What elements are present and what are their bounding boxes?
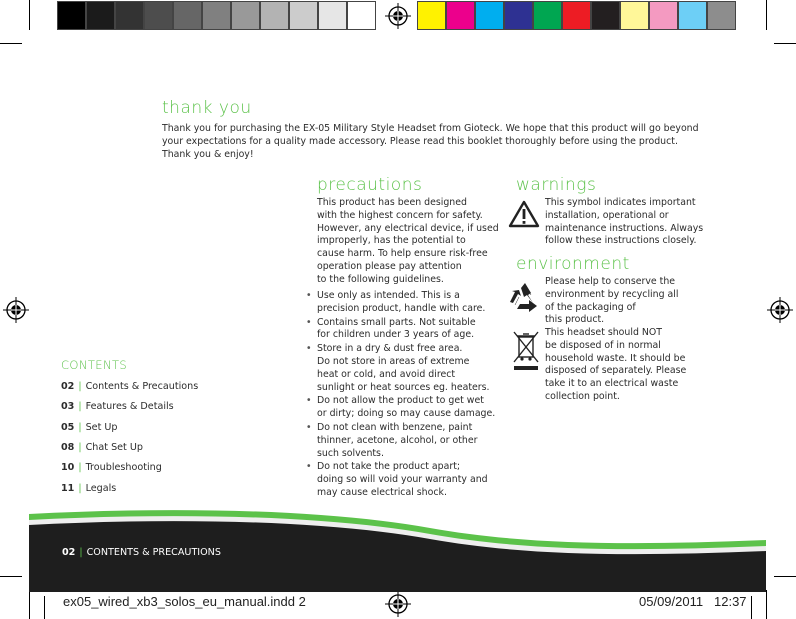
precautions-intro-line: cause harm. To help ensure risk-free [317, 248, 488, 260]
gray-swatch [173, 1, 202, 30]
toc-page-number: 11 [61, 483, 75, 494]
recycle-line: environment by recycling all [545, 288, 679, 300]
precaution-line: precision product, handle with care. [317, 302, 486, 314]
precaution-line: thinner, acetone, alcohol, or other [317, 434, 478, 446]
toc-divider: | [78, 422, 82, 433]
precaution-item [306, 290, 506, 316]
precautions-intro-line: with the highest concern for safety. [317, 209, 483, 221]
precautions-intro-line: However, any electrical device, if used [317, 222, 499, 234]
precaution-line: • Do not take the product apart; [317, 461, 461, 473]
color-swatch [533, 1, 562, 30]
crop-mark [44, 596, 45, 619]
precaution-line: such solvents. [317, 447, 384, 459]
footer-page-label [62, 547, 221, 558]
precautions-intro-line: This product has been designed [317, 197, 467, 208]
crop-mark [766, 590, 767, 619]
precautions-intro-line: operation please pay attention [317, 260, 462, 272]
registration-mark-icon [385, 591, 411, 617]
toc-divider: | [78, 442, 82, 453]
warnings-line: maintenance instructions. Always [545, 222, 704, 234]
weee-line: This headset should NOT [545, 327, 663, 338]
precautions-intro-line: to the following guidelines. [317, 273, 444, 285]
toc-label: Chat Set Up [85, 442, 143, 453]
toc-page-number: 05 [61, 422, 75, 433]
precautions-intro-line: improperly, has the potential to [317, 235, 466, 247]
precaution-line: for children under 3 years of age. [317, 329, 475, 341]
slug-date: 05/09/2011 [639, 594, 704, 609]
gray-swatch [231, 1, 260, 30]
gray-swatch [202, 1, 231, 30]
gray-swatch [260, 1, 289, 30]
gray-swatch [144, 1, 173, 30]
weee-text [545, 327, 715, 404]
toc-page-number: 08 [61, 442, 75, 453]
thank-you-text [162, 123, 742, 161]
crop-mark [0, 43, 22, 44]
footer-section-title: CONTENTS & PRECAUTIONS [86, 547, 221, 558]
precaution-line: • Do not allow the product to get wet [317, 395, 484, 407]
registration-mark-icon [385, 3, 411, 29]
color-swatch [620, 1, 649, 30]
precaution-line: or dirty; doing so may cause damage. [317, 408, 496, 420]
crop-mark [29, 0, 30, 30]
precaution-item [306, 343, 506, 394]
weee-line: be disposed of in normal [545, 339, 661, 351]
color-swatch [417, 1, 446, 30]
toc-page-number: 03 [61, 401, 75, 412]
precaution-item [306, 461, 506, 499]
toc-label: Troubleshooting [85, 462, 162, 473]
crop-mark [766, 0, 767, 30]
toc-divider: | [78, 381, 82, 392]
crossed-bin-icon [512, 330, 540, 372]
toc-entry[interactable] [61, 381, 198, 392]
registration-mark-icon [3, 297, 29, 323]
warnings-line: installation, operational or [545, 209, 669, 221]
crop-mark [751, 596, 752, 619]
precaution-line: • Store in a dry & dust free area. [317, 343, 463, 355]
precautions-heading: precautions [317, 175, 423, 195]
crop-mark [774, 43, 796, 44]
weee-line: household waste. It should be [545, 352, 686, 364]
precaution-line: heat or cold, and avoid direct [317, 368, 456, 380]
precaution-item [306, 422, 506, 460]
slug-filename: ex05_wired_xb3_solos_eu_manual.indd 2 [63, 594, 306, 609]
weee-line: collection point. [545, 390, 620, 402]
color-swatch [678, 1, 707, 30]
warnings-line: follow these instructions closely. [545, 235, 697, 247]
precaution-line: sunlight or heat sources eg. heaters. [317, 381, 490, 393]
toc-divider: | [78, 462, 82, 473]
toc-label: Contents & Precautions [85, 381, 199, 392]
recycle-line: Please help to conserve the [545, 276, 676, 287]
toc-entry[interactable] [61, 462, 162, 473]
recycle-icon [509, 281, 541, 313]
precaution-line: doing so will void your warranty and [317, 474, 488, 486]
color-swatch [562, 1, 591, 30]
warnings-text [545, 197, 715, 248]
crop-mark [29, 590, 30, 619]
gray-swatch [318, 1, 347, 30]
toc-entry[interactable] [61, 422, 118, 433]
thank-you-line: Thank you for purchasing the EX-05 Military Style Headset from Gioteck. We hope that this product will go beyond [162, 123, 699, 134]
warnings-line: This symbol indicates important [545, 197, 696, 208]
recycle-line: of the packaging of [545, 301, 636, 313]
toc-divider: | [78, 483, 82, 494]
weee-line: disposed of separately. Please [545, 365, 687, 377]
precaution-item [306, 317, 506, 343]
color-swatch [707, 1, 736, 30]
color-swatch [446, 1, 475, 30]
gray-swatch [115, 1, 144, 30]
toc-entry[interactable] [61, 401, 174, 412]
toc-entry[interactable] [61, 483, 116, 494]
warning-triangle-icon [508, 200, 540, 228]
precaution-line: Do not store in areas of extreme [317, 355, 470, 367]
color-swatch [475, 1, 504, 30]
gray-swatch [347, 1, 376, 30]
color-swatch [591, 1, 620, 30]
toc-label: Features & Details [85, 401, 174, 412]
footer-divider: | [79, 547, 83, 558]
precaution-line: • Use only as intended. This is a [317, 290, 460, 301]
environment-heading: environment [516, 254, 630, 274]
toc-entry[interactable] [61, 442, 143, 453]
weee-line: take it to an electrical waste [545, 378, 679, 390]
footer-page-number: 02 [62, 547, 76, 558]
registration-mark-icon [767, 297, 793, 323]
footer-swoosh [0, 500, 796, 592]
precautions-list [306, 290, 506, 501]
toc-divider: | [78, 401, 82, 412]
precaution-item [306, 395, 506, 421]
gray-swatch [57, 1, 86, 30]
precaution-line: • Do not clean with benzene, paint [317, 421, 473, 433]
precaution-line: may cause electrical shock. [317, 486, 447, 498]
warnings-heading: warnings [516, 175, 597, 195]
thank-you-line: your expectations for a quality made accessory. Please read this booklet thoroughly before using the product. [162, 135, 678, 147]
recycle-text [545, 276, 715, 327]
slug-time: 12:37 [714, 594, 747, 609]
precautions-intro [317, 197, 502, 287]
gray-swatch [86, 1, 115, 30]
color-swatch [504, 1, 533, 30]
recycle-line: this product. [545, 314, 605, 326]
color-swatch [649, 1, 678, 30]
toc-page-number: 02 [61, 381, 75, 392]
precaution-line: • Contains small parts. Not suitable [317, 316, 476, 328]
toc-label: Legals [85, 483, 117, 494]
toc-label: Set Up [85, 422, 118, 433]
toc-page-number: 10 [61, 462, 75, 473]
thank-you-heading: thank you [162, 98, 252, 118]
gray-swatch [289, 1, 318, 30]
thank-you-line: Thank you & enjoy! [162, 148, 254, 160]
contents-heading: CONTENTS [61, 358, 128, 372]
